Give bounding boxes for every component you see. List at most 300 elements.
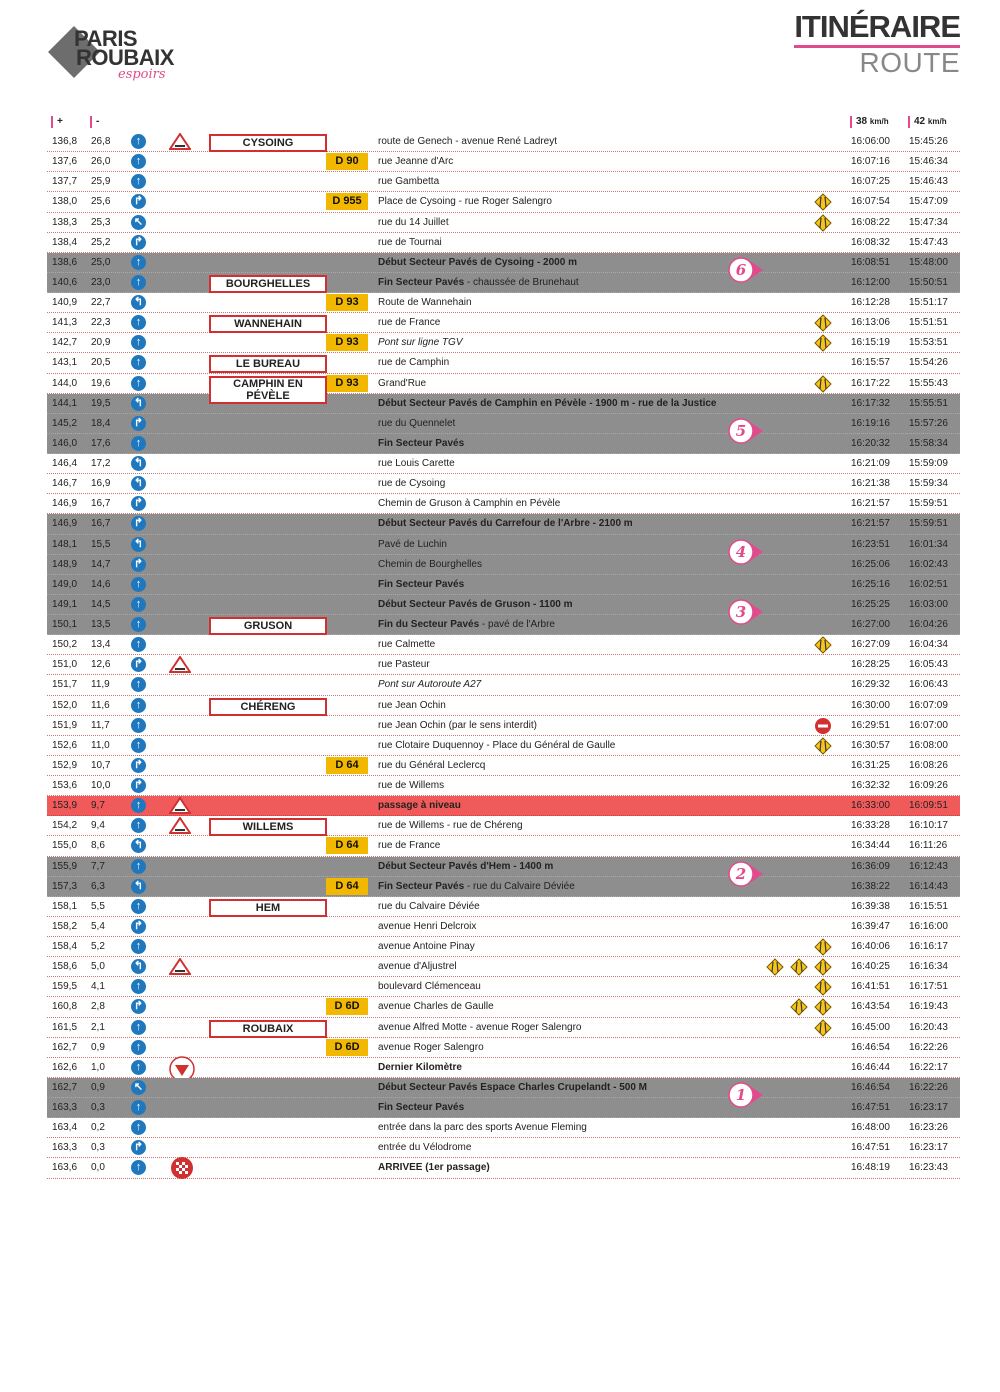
distance-covered: 144,1: [52, 397, 78, 409]
time-42kmh: 15:59:09: [909, 458, 948, 469]
direction-straight-icon: ↑: [131, 134, 146, 149]
direction-right-icon: ↱: [131, 758, 146, 773]
danger-triangle-icon: [169, 797, 191, 814]
table-row: [47, 615, 960, 635]
direction-straight-icon: ↑: [131, 597, 146, 612]
itinerary-table: [47, 132, 960, 1179]
distance-covered: 161,5: [52, 1021, 78, 1033]
sector-number: 5: [735, 421, 747, 440]
time-38kmh: 16:46:44: [851, 1061, 890, 1073]
time-42kmh: 16:19:43: [909, 1001, 948, 1013]
time-38kmh: 16:47:51: [851, 1142, 890, 1154]
cobble-sector-marker: [727, 598, 767, 626]
route-description: Chemin de Gruson à Camphin en Pévèle: [378, 498, 561, 510]
time-42kmh: 15:57:26: [909, 417, 948, 429]
distance-covered: 145,2: [52, 417, 78, 429]
road-number-badge: D 64: [326, 757, 368, 774]
route-description: rue Jean Ochin: [378, 699, 446, 711]
direction-straight-icon: ↑: [131, 174, 146, 189]
route-description: rue du Général Leclercq: [378, 759, 486, 771]
distance-covered: 140,6: [52, 276, 78, 288]
distance-remaining: 5,2: [91, 941, 105, 952]
direction-straight-icon: ↑: [131, 355, 146, 370]
distance-remaining: 9,4: [91, 820, 105, 832]
table-row: [47, 293, 960, 313]
time-42kmh: 16:07:00: [909, 719, 948, 731]
table-row: [47, 1098, 960, 1118]
table-row: [47, 877, 960, 897]
time-38kmh: 16:31:25: [851, 759, 890, 771]
distance-covered: 137,7: [52, 176, 78, 188]
time-42kmh: 16:15:51: [909, 900, 948, 912]
route-description: avenue Roger Salengro: [378, 1041, 484, 1053]
route-description: Grand'Rue: [378, 377, 427, 389]
table-row: [47, 696, 960, 716]
distance-remaining: 0,9: [91, 1041, 105, 1053]
time-38kmh: 16:40:06: [851, 941, 890, 952]
distance-remaining: 13,5: [91, 619, 111, 630]
time-38kmh: 16:40:25: [851, 961, 890, 973]
table-row: [47, 132, 960, 152]
distance-remaining: 25,6: [91, 196, 111, 208]
direction-right-icon: ↱: [131, 416, 146, 431]
route-description: rue du Quennelet: [378, 417, 456, 429]
time-42kmh: 15:55:43: [909, 377, 948, 389]
road-number-badge: D 93: [326, 334, 368, 351]
distance-remaining: 11,9: [91, 679, 110, 691]
table-row: [47, 997, 960, 1017]
time-38kmh: 16:38:22: [851, 880, 890, 892]
distance-covered: 136,8: [52, 136, 78, 147]
paris-roubaix-logo: [46, 22, 186, 92]
cobble-sector-marker: [727, 256, 767, 284]
distance-covered: 138,3: [52, 216, 78, 228]
route-description: avenue Antoine Pinay: [378, 941, 475, 952]
distance-remaining: 13,4: [91, 639, 111, 651]
distance-covered: 146,0: [52, 437, 78, 449]
time-38kmh: 16:19:16: [851, 417, 890, 429]
direction-left-icon: ↰: [131, 396, 146, 411]
time-38kmh: 16:13:06: [851, 317, 890, 329]
distance-covered: 154,2: [52, 820, 78, 832]
route-description: ARRIVEE (1er passage): [378, 1162, 490, 1174]
route-description: entrée dans la parc des sports Avenue Fleming: [378, 1122, 587, 1134]
header-distance-remaining: -: [90, 116, 99, 128]
distance-remaining: 16,7: [91, 498, 111, 510]
route-description: rue de France: [378, 840, 441, 852]
table-row: [47, 1058, 960, 1078]
time-42kmh: 16:09:26: [909, 780, 948, 791]
time-38kmh: 16:48:19: [851, 1162, 890, 1174]
time-42kmh: 16:02:43: [909, 558, 948, 570]
distance-remaining: 11,0: [91, 739, 110, 751]
sector-number: 4: [735, 542, 747, 561]
distance-remaining: 11,6: [91, 699, 110, 711]
finish-flag-icon: [169, 1156, 195, 1180]
distance-covered: 152,6: [52, 739, 78, 751]
document-title: [794, 10, 960, 78]
table-row: [47, 273, 960, 293]
road-number-badge: D 955: [326, 193, 368, 210]
route-description: boulevard Clémenceau: [378, 981, 481, 993]
distance-remaining: 17,6: [91, 437, 111, 449]
table-row: [47, 555, 960, 575]
time-42kmh: 15:45:26: [909, 136, 948, 147]
distance-covered: 140,9: [52, 297, 78, 308]
distance-remaining: 7,7: [91, 860, 105, 872]
direction-left-icon: ↰: [131, 476, 146, 491]
distance-remaining: 5,4: [91, 920, 105, 932]
distance-remaining: 0,9: [91, 1081, 105, 1093]
route-description: rue de Camphin: [378, 357, 450, 369]
time-42kmh: 16:09:51: [909, 800, 948, 812]
table-row: [47, 1158, 960, 1178]
road-number-badge: D 64: [326, 837, 368, 854]
table-row: [47, 917, 960, 937]
distance-covered: 158,6: [52, 961, 78, 973]
cobble-sector-marker: [727, 860, 767, 888]
distance-covered: 146,7: [52, 478, 78, 490]
direction-straight-icon: ↑: [131, 698, 146, 713]
direction-straight-icon: ↑: [131, 738, 146, 753]
distance-covered: 148,9: [52, 558, 78, 570]
time-38kmh: 16:39:38: [851, 900, 890, 912]
distance-remaining: 9,7: [91, 800, 105, 812]
town-name: CAMPHIN EN PÉVÈLE: [209, 376, 327, 404]
distance-covered: 146,9: [52, 518, 78, 530]
distance-covered: 150,2: [52, 639, 78, 651]
distance-remaining: 16,7: [91, 518, 111, 530]
table-row: [47, 1038, 960, 1058]
distance-remaining: 11,7: [91, 719, 110, 731]
time-38kmh: 16:27:09: [851, 639, 890, 651]
table-row: [47, 313, 960, 333]
route-description: Dernier Kilomètre: [378, 1061, 462, 1073]
town-name: HEM: [209, 899, 327, 917]
time-42kmh: 16:16:34: [909, 961, 948, 973]
time-42kmh: 16:11:26: [909, 840, 948, 852]
time-42kmh: 15:48:00: [909, 256, 948, 268]
distance-remaining: 2,1: [91, 1021, 105, 1033]
direction-right-icon: ↱: [131, 999, 146, 1014]
direction-right-icon: ↱: [131, 1140, 146, 1155]
direction-straight-icon: ↑: [131, 1040, 146, 1055]
distance-remaining: 25,2: [91, 236, 111, 248]
distance-covered: 146,4: [52, 458, 78, 469]
distance-remaining: 10,0: [91, 780, 111, 791]
time-38kmh: 16:32:32: [851, 780, 890, 791]
sector-number: 3: [735, 602, 747, 621]
direction-left-icon: ↰: [131, 879, 146, 894]
time-38kmh: 16:41:51: [851, 981, 890, 993]
route-description: Route de Wannehain: [378, 297, 472, 308]
sector-number: 2: [735, 864, 747, 883]
direction-straight-icon: ↑: [131, 577, 146, 592]
table-row: [47, 535, 960, 561]
table-row: [47, 474, 960, 494]
direction-straight-icon: ↑: [131, 154, 146, 169]
time-38kmh: 16:30:57: [851, 739, 890, 751]
table-row: [47, 454, 960, 474]
time-42kmh: 16:08:26: [909, 759, 948, 771]
time-42kmh: 15:51:17: [909, 297, 948, 308]
distance-covered: 151,9: [52, 719, 78, 731]
time-42kmh: 16:04:26: [909, 619, 948, 630]
time-38kmh: 16:47:51: [851, 1102, 890, 1113]
direction-straight-icon: ↑: [131, 637, 146, 652]
direction-right-icon: ↱: [131, 496, 146, 511]
table-row: [47, 716, 960, 736]
time-38kmh: 16:07:16: [851, 156, 890, 168]
table-row: [47, 353, 960, 373]
distance-remaining: 0,3: [91, 1102, 105, 1113]
table-row: [47, 1078, 960, 1104]
distance-remaining: 18,4: [91, 417, 111, 429]
time-42kmh: 15:47:09: [909, 196, 948, 208]
distance-covered: 149,1: [52, 598, 78, 610]
route-description: entrée du Vélodrome: [378, 1142, 472, 1154]
road-number-badge: D 93: [326, 294, 368, 311]
distance-remaining: 16,9: [91, 478, 111, 490]
distance-remaining: 14,7: [91, 558, 111, 570]
route-description: passage à niveau: [378, 800, 461, 812]
distance-covered: 142,7: [52, 337, 78, 349]
route-description: rue Clotaire Duquennoy - Place du Général de Gaulle: [378, 739, 616, 751]
distance-covered: 162,6: [52, 1061, 78, 1073]
time-42kmh: 15:46:34: [909, 156, 948, 168]
route-description: rue Louis Carette: [378, 458, 455, 469]
table-row: [47, 595, 960, 621]
direction-right-icon: ↱: [131, 919, 146, 934]
time-42kmh: 16:05:43: [909, 659, 948, 671]
route-description: rue de France: [378, 317, 441, 329]
route-description: Fin Secteur Pavés: [378, 437, 465, 449]
table-row: [47, 937, 960, 957]
distance-remaining: 26,0: [91, 156, 111, 168]
distance-remaining: 19,6: [91, 377, 111, 389]
table-row: [47, 152, 960, 172]
header-distance-covered: +: [51, 116, 63, 128]
table-row: [47, 655, 960, 675]
distance-covered: 144,0: [52, 377, 78, 389]
direction-straight-icon: ↑: [131, 1120, 146, 1135]
title-itineraire: ITINÉRAIRE: [794, 10, 960, 48]
distance-remaining: 12,6: [91, 659, 111, 671]
table-row: [47, 494, 960, 514]
time-42kmh: 16:17:51: [909, 981, 948, 993]
table-row: [47, 514, 960, 534]
road-number-badge: D 6D: [326, 998, 368, 1015]
distance-remaining: 14,5: [91, 598, 111, 610]
time-38kmh: 16:29:32: [851, 679, 890, 691]
time-38kmh: 16:21:38: [851, 478, 890, 490]
logo-line2: ROUBAIX: [76, 45, 174, 70]
direction-straight-icon: ↑: [131, 859, 146, 874]
direction-left-icon: ↰: [131, 295, 146, 310]
road-number-badge: D 64: [326, 878, 368, 895]
header-speed-42: 42 km/h: [908, 116, 947, 128]
table-row: [47, 374, 960, 402]
distance-covered: 155,9: [52, 860, 78, 872]
route-description: avenue d'Aljustrel: [378, 961, 457, 973]
sector-number: 6: [735, 260, 747, 279]
table-row: [47, 192, 960, 212]
route-description: Fin Secteur Pavés - rue du Calvaire Déviée: [378, 880, 575, 892]
danger-triangle-icon: [169, 958, 191, 975]
direction-straight-icon: ↑: [131, 335, 146, 350]
time-42kmh: 16:03:00: [909, 598, 948, 610]
town-name: CHÉRENG: [209, 698, 327, 716]
route-description: avenue Henri Delcroix: [378, 920, 477, 932]
table-row: [47, 575, 960, 595]
route-description: rue Calmette: [378, 639, 436, 651]
time-42kmh: 16:07:09: [909, 699, 948, 711]
time-38kmh: 16:21:09: [851, 458, 890, 469]
time-42kmh: 16:23:17: [909, 1102, 948, 1113]
distance-remaining: 2,8: [91, 1001, 105, 1013]
route-description: rue du 14 Juillet: [378, 216, 449, 228]
time-42kmh: 16:23:43: [909, 1162, 948, 1174]
time-42kmh: 16:23:17: [909, 1142, 948, 1154]
distance-covered: 158,2: [52, 920, 78, 932]
time-42kmh: 15:59:51: [909, 518, 948, 530]
time-42kmh: 16:08:00: [909, 739, 948, 751]
distance-remaining: 25,9: [91, 176, 111, 188]
distance-covered: 158,4: [52, 941, 78, 952]
road-number-badge: D 90: [326, 153, 368, 170]
distance-covered: 163,6: [52, 1162, 78, 1174]
distance-remaining: 4,1: [91, 981, 105, 993]
time-42kmh: 16:20:43: [909, 1021, 948, 1033]
direction-left-icon: ↰: [131, 537, 146, 552]
direction-left-icon: ↰: [131, 838, 146, 853]
town-name: WILLEMS: [209, 818, 327, 836]
distance-covered: 163,3: [52, 1142, 78, 1154]
distance-covered: 152,0: [52, 699, 78, 711]
time-38kmh: 16:21:57: [851, 498, 890, 510]
direction-straight-icon: ↑: [131, 677, 146, 692]
distance-covered: 162,7: [52, 1081, 78, 1093]
table-row: [47, 172, 960, 192]
table-row: [47, 897, 960, 917]
distance-covered: 159,5: [52, 981, 78, 993]
direction-straight-icon: ↑: [131, 436, 146, 451]
cobble-sector-marker: [727, 1081, 767, 1109]
distance-covered: 152,9: [52, 759, 78, 771]
route-description: Pont sur Autoroute A27: [378, 679, 482, 691]
time-42kmh: 16:16:17: [909, 941, 948, 952]
distance-covered: 141,3: [52, 317, 78, 329]
distance-covered: 150,1: [52, 619, 78, 630]
distance-covered: 155,0: [52, 840, 78, 852]
distance-remaining: 25,0: [91, 256, 111, 268]
time-42kmh: 15:53:51: [909, 337, 948, 349]
town-name: BOURGHELLES: [209, 275, 327, 293]
distance-remaining: 22,3: [91, 317, 111, 329]
distance-covered: 157,3: [52, 880, 78, 892]
route-description: avenue Alfred Motte - avenue Roger Salengro: [378, 1021, 582, 1033]
table-row: [47, 675, 960, 695]
time-42kmh: 16:16:00: [909, 920, 948, 932]
table-row: [47, 1138, 960, 1158]
direction-straight-icon: ↑: [131, 939, 146, 954]
danger-triangle-icon: [169, 656, 191, 673]
table-row: [47, 394, 960, 414]
route-description: rue de Willems - rue de Chéreng: [378, 820, 523, 832]
time-42kmh: 16:22:26: [909, 1081, 948, 1093]
route-description: Fin Secteur Pavés: [378, 1102, 465, 1113]
route-description: Début Secteur Pavés du Carrefour de l'Arbre - 2100 m: [378, 518, 633, 530]
distance-remaining: 23,0: [91, 276, 111, 288]
direction-right-icon: ↱: [131, 235, 146, 250]
route-description: Chemin de Bourghelles: [378, 558, 482, 570]
logo-line1: PARIS: [74, 26, 138, 51]
time-38kmh: 16:34:44: [851, 840, 890, 852]
distance-remaining: 14,6: [91, 578, 111, 590]
road-number-badge: D 93: [326, 375, 368, 392]
table-row: [47, 816, 960, 836]
direction-right-icon: ↱: [131, 657, 146, 672]
town-name: ROUBAIX: [209, 1020, 327, 1038]
route-description: route de Genech - avenue René Ladreyt: [378, 136, 558, 147]
route-description: rue Jean Ochin (par le sens interdit): [378, 719, 537, 731]
table-row: [47, 253, 960, 279]
table-row: [47, 977, 960, 997]
route-description: Pont sur ligne TGV: [378, 337, 463, 349]
column-headers: [47, 114, 960, 132]
table-row: [47, 635, 960, 655]
distance-remaining: 17,2: [91, 458, 111, 469]
direction-straight-icon: ↑: [131, 1060, 146, 1075]
route-description: rue Pasteur: [378, 659, 430, 671]
distance-covered: 137,6: [52, 156, 78, 168]
table-row: [47, 756, 960, 776]
table-row: [47, 414, 960, 440]
time-38kmh: 16:25:06: [851, 558, 890, 570]
table-row: [47, 796, 960, 816]
time-38kmh: 16:33:00: [851, 800, 890, 812]
distance-remaining: 5,5: [91, 900, 105, 912]
time-38kmh: 16:07:54: [851, 196, 890, 208]
distance-remaining: 22,7: [91, 297, 111, 308]
distance-remaining: 20,5: [91, 357, 111, 369]
table-row: [47, 836, 960, 856]
route-description: Début Secteur Pavés Espace Charles Crupelandt - 500 M: [378, 1081, 647, 1093]
direction-right-icon: ↱: [131, 516, 146, 531]
distance-covered: 163,3: [52, 1102, 78, 1113]
table-row: [47, 857, 960, 883]
time-38kmh: 16:15:19: [851, 337, 890, 349]
direction-bear-left-icon: ↖: [131, 1080, 146, 1095]
route-description: Pavé de Luchin: [378, 538, 447, 550]
distance-covered: 138,6: [52, 256, 78, 268]
logo-script: espoirs: [118, 67, 166, 82]
time-38kmh: 16:33:28: [851, 820, 890, 832]
danger-triangle-icon: [169, 817, 191, 834]
direction-straight-icon: ↑: [131, 617, 146, 632]
time-42kmh: 15:54:26: [909, 357, 948, 369]
distance-covered: 158,1: [52, 900, 78, 912]
route-description: Fin Secteur Pavés: [378, 578, 465, 590]
direction-straight-icon: ↑: [131, 718, 146, 733]
time-42kmh: 15:47:43: [909, 236, 948, 248]
time-38kmh: 16:17:22: [851, 377, 890, 389]
distance-covered: 149,0: [52, 578, 78, 590]
route-description: Fin Secteur Pavés - chaussée de Brunehaut: [378, 276, 579, 288]
distance-covered: 153,6: [52, 780, 78, 791]
time-38kmh: 16:21:57: [851, 518, 890, 530]
time-42kmh: 16:14:43: [909, 880, 948, 892]
